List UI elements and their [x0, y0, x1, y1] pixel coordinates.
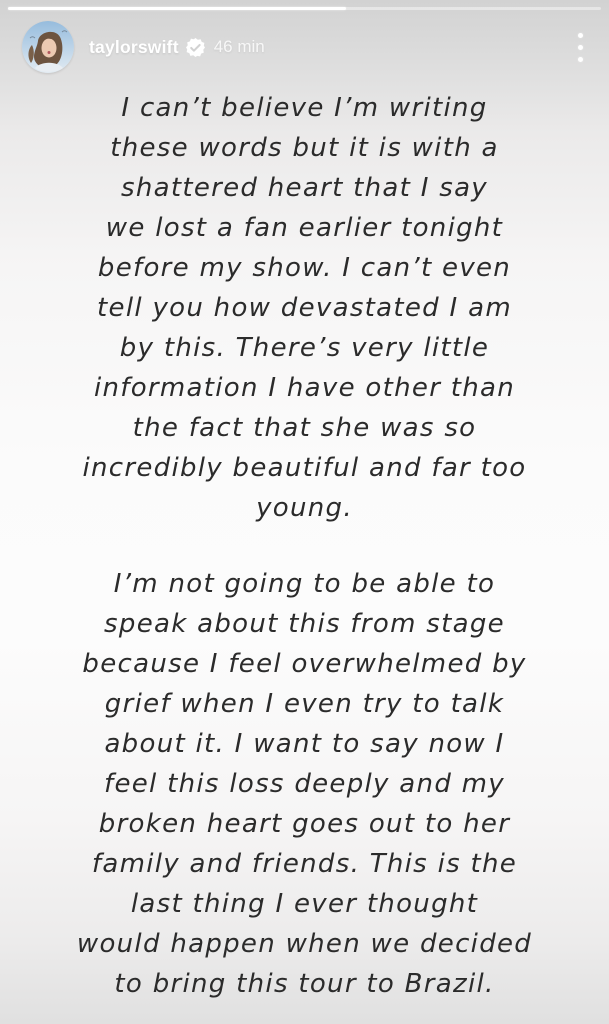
note-line: before my show. I can’t even: [97, 253, 512, 283]
ellipsis-dot-icon: [578, 57, 583, 62]
more-options-button[interactable]: [565, 25, 595, 69]
story-timestamp: 46 min: [213, 37, 265, 56]
note-line: incredibly beautiful and far too: [82, 453, 527, 483]
story-header: [22, 19, 595, 75]
note-line: I can’t believe I’m writing: [121, 93, 488, 123]
handwritten-note: [28, 88, 581, 1004]
note-paragraph-2: [28, 564, 581, 1004]
note-line: broken heart goes out to her: [98, 809, 511, 839]
note-paragraph-1: [28, 88, 581, 528]
note-line: tell you how devastated I am: [97, 293, 512, 323]
note-line: shattered heart that I say: [120, 173, 488, 203]
verified-badge-icon: [186, 38, 205, 57]
note-line: about it. I want to say now I: [104, 729, 505, 759]
note-line: the fact that she was so: [132, 413, 477, 443]
story-progress-bar: [8, 7, 601, 10]
story-progress-fill: [8, 7, 346, 10]
ellipsis-dot-icon: [578, 45, 583, 50]
note-line: grief when I even try to talk: [104, 689, 505, 719]
ellipsis-dot-icon: [578, 33, 583, 38]
note-line: we lost a fan earlier tonight: [105, 213, 504, 243]
note-line: by this. There’s very little: [119, 333, 490, 363]
note-line: speak about this from stage: [104, 609, 505, 639]
note-line: young.: [256, 493, 353, 523]
note-line: to bring this tour to Brazil.: [114, 969, 495, 999]
note-line: last thing I ever thought: [130, 889, 479, 919]
note-line: family and friends. This is the: [91, 849, 518, 879]
note-line: these words but it is with a: [110, 133, 499, 163]
username[interactable]: taylorswift: [89, 36, 179, 57]
avatar[interactable]: [22, 21, 74, 73]
note-line: information I have other than: [93, 373, 516, 403]
avatar-photo-icon: [22, 21, 74, 73]
note-line: feel this loss deeply and my: [104, 769, 505, 799]
note-line: would happen when we decided: [76, 929, 533, 959]
note-line: because I feel overwhelmed by: [82, 649, 527, 679]
note-line: I’m not going to be able to: [113, 569, 496, 599]
